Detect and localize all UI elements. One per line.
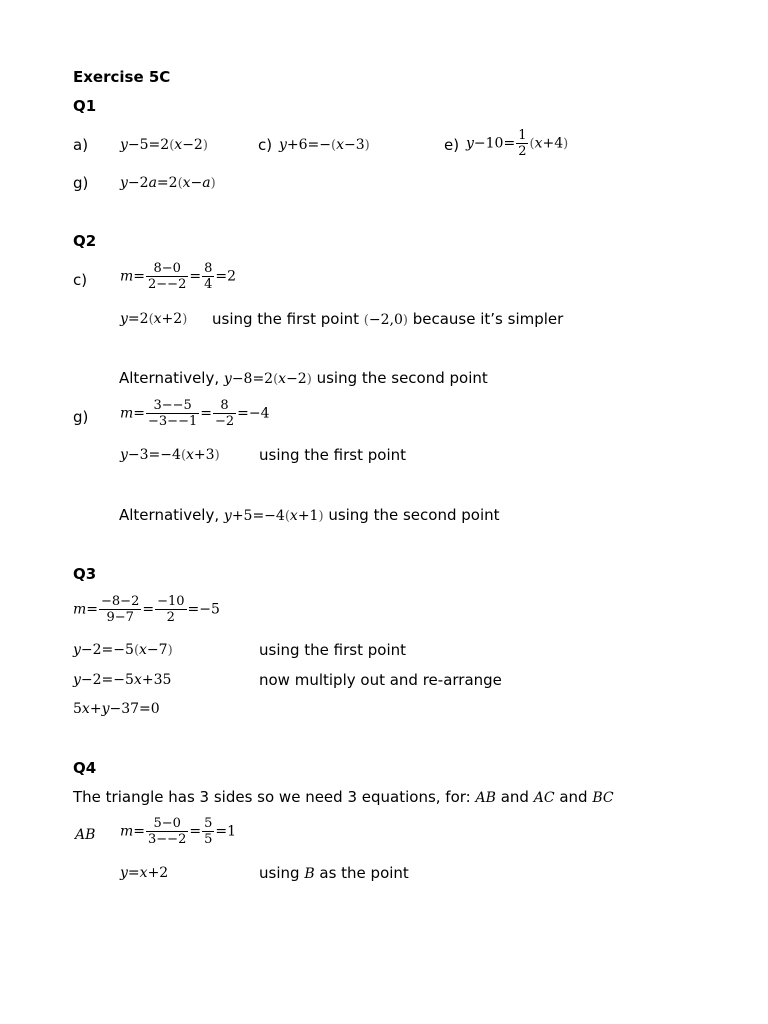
q2-g-note: using the first point <box>259 446 407 464</box>
q4-gradient: m= $\frac{5-0}{3--2}$ = $\frac{5}{5}$ =1 <box>120 816 236 847</box>
q1-e-fraction: $\frac{1}{2}$ <box>518 128 527 159</box>
q1-e-label: e) <box>444 136 460 154</box>
q4-line-equation: y=x+2 <box>120 865 169 881</box>
q3-note-1: using the first point <box>259 641 407 659</box>
page-title: Exercise 5C <box>73 68 171 86</box>
q1-e-equation: y−10= $\frac{1}{2}$ (x+4) <box>466 128 569 159</box>
q1-g-equation: y−2a=2(x−a) <box>120 175 216 191</box>
q2-c-fraction-1: $\frac{8-0}{2--2}$ <box>148 261 187 292</box>
q4-fraction-2: $\frac{5}{5}$ <box>204 816 213 847</box>
q2-c-alternative: Alternatively, y−8=2(x−2) using the second point <box>119 369 488 387</box>
q2-g-alternative: Alternatively, y+5=−4(x+1) using the second point <box>119 506 500 524</box>
q1-c-equation: y+6=−(x−3) <box>279 137 370 153</box>
q2-g-fraction-1: $\frac{3--5}{-3--1}$ <box>148 398 198 429</box>
q2-g-label: g) <box>73 408 89 426</box>
q3-line-2: y−2=−5x+35 <box>73 672 172 688</box>
q4-heading: Q4 <box>73 759 97 777</box>
q2-g-line-equation: y−3=−4(x+3) <box>120 447 220 463</box>
q1-a-equation: y−5=2(x−2) <box>120 137 208 153</box>
q2-c-line-equation: y=2(x+2) <box>120 311 188 327</box>
q4-intro: The triangle has 3 sides so we need 3 equations, for: AB and AC and BC <box>73 788 614 806</box>
q2-c-label: c) <box>73 271 88 289</box>
q1-c-label: c) <box>258 136 273 154</box>
q2-g-gradient: m= $\frac{3--5}{-3--1}$ = $\frac{8}{-2}$ =−4 <box>120 398 270 429</box>
q2-c-fraction-2: $\frac{8}{4}$ <box>204 261 213 292</box>
q3-line-3: 5x+y−37=0 <box>73 701 160 717</box>
q2-g-alt-equation: y+5=−4(x+1) <box>223 508 324 524</box>
q3-note-2: now multiply out and re-arrange <box>259 671 502 689</box>
q2-c-alt-equation: y−8=2(x−2) <box>223 371 312 387</box>
q2-c-point: (−2,0) <box>363 312 408 328</box>
q2-c-note: using the first point (−2,0) because it’s simpler <box>212 310 564 328</box>
q2-c-gradient: m= $\frac{8-0}{2--2}$ = $\frac{8}{4}$ =2 <box>120 261 236 292</box>
q3-fraction-2: $\frac{-10}{2}$ <box>157 594 185 625</box>
q3-heading: Q3 <box>73 565 97 583</box>
q3-fraction-1: $\frac{-8-2}{9-7}$ <box>101 594 140 625</box>
q3-line-1: y−2=−5(x−7) <box>73 642 173 658</box>
q4-side-label: AB <box>75 827 96 843</box>
q4-note: using B as the point <box>259 864 409 882</box>
q1-a-label: a) <box>73 136 89 154</box>
q2-heading: Q2 <box>73 232 97 250</box>
q1-g-label: g) <box>73 174 89 192</box>
q2-g-fraction-2: $\frac{8}{-2}$ <box>214 398 235 429</box>
q1-heading: Q1 <box>73 97 97 115</box>
q4-fraction-1: $\frac{5-0}{3--2}$ <box>148 816 187 847</box>
q3-gradient: m= $\frac{-8-2}{9-7}$ = $\frac{-10}{2}$ =−5 <box>73 594 220 625</box>
